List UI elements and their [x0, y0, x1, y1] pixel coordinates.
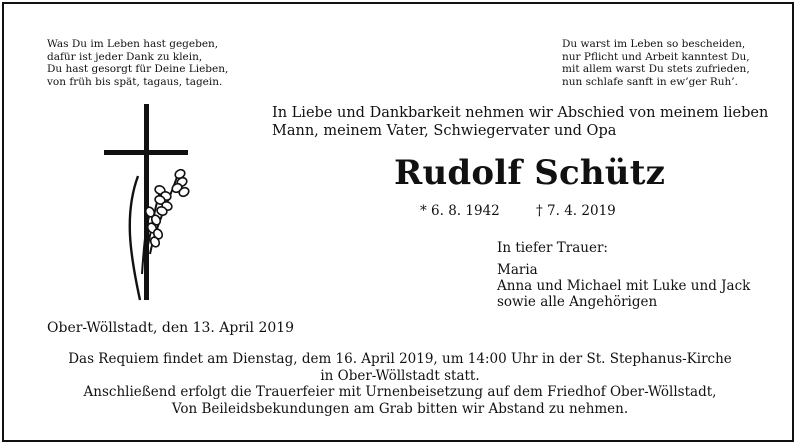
mourner-line: sowie alle Angehörigen	[497, 294, 658, 310]
place-date: Ober-Wöllstadt, den 13. April 2019	[47, 320, 295, 336]
birth-date: * 6. 8. 1942	[420, 203, 500, 219]
mourner-line: Maria	[497, 262, 538, 278]
poem-right-line: mit allem warst Du stets zufrieden,	[562, 63, 750, 75]
poem-right-line: nun schlafe sanft in ew’ger Ruh’.	[562, 75, 738, 88]
poem-left-line: von früh bis spät, tagaus, tagein.	[47, 75, 223, 88]
intro-line: Mann, meinem Vater, Schwiegervater und Opa	[272, 123, 617, 139]
poem-left-line: Du hast gesorgt für Deine Lieben,	[47, 63, 229, 75]
intro-line: In Liebe und Dankbarkeit nehmen wir Abschied von meinem lieben	[272, 105, 769, 121]
poem-left-line: Was Du im Leben hast gegeben,	[47, 38, 219, 50]
service-line: Von Beileidsbekundungen am Grab bitten wir Abstand zu nehmen.	[171, 400, 629, 417]
poem-right	[562, 38, 750, 88]
service-line: in Ober-Wöllstadt statt.	[320, 367, 480, 384]
service-info	[40, 351, 760, 417]
service-line: Das Requiem findet am Dienstag, dem 16. April 2019, um 14:00 Uhr in der St. Stephanus-Kirche	[68, 351, 732, 367]
poem-right-line: nur Pflicht und Arbeit kanntest Du,	[562, 50, 750, 63]
poem-left-line: dafür ist jeder Dank zu klein,	[47, 50, 203, 63]
death-date: † 7. 4. 2019	[536, 203, 616, 219]
mourners-block	[497, 240, 750, 310]
mourner-line: Anna und Michael mit Luke und Jack	[497, 278, 751, 294]
service-line: Anschließend erfolgt die Trauerfeier mit Urnenbeisetzung auf dem Friedhof Ober-Wöllstadt,	[83, 384, 717, 400]
deceased-name: Rudolf Schütz	[394, 153, 666, 193]
intro-text	[272, 104, 768, 140]
cross-with-wheat-icon	[100, 104, 196, 304]
poem-left	[47, 38, 228, 88]
mourners-heading: In tiefer Trauer:	[497, 240, 608, 256]
poem-right-line: Du warst im Leben so bescheiden,	[562, 38, 746, 50]
